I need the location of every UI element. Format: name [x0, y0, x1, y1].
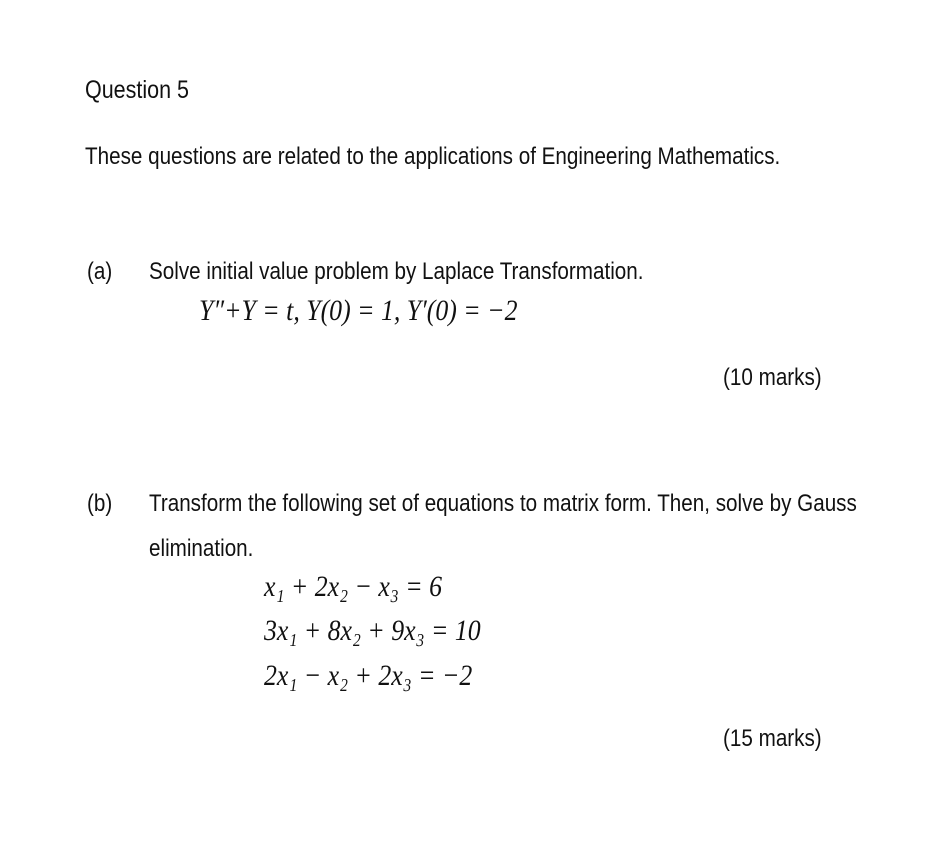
part-b-instruction-line-2: elimination. [149, 535, 254, 562]
question-title: Question 5 [85, 76, 189, 104]
part-b-instruction-line-1: Transform the following set of equations to matrix form. Then, solve by Gauss [149, 490, 857, 517]
part-a-equation: Y″+Y = t, Y(0) = 1, Y′(0) = −2 [199, 294, 518, 327]
part-a-marks: (10 marks) [723, 364, 822, 391]
question-intro: These questions are related to the applications of Engineering Mathematics. [85, 143, 781, 170]
part-b-equation-1: x₁ + 2x₂ − x₃ = 6 [264, 570, 442, 603]
part-b-marks: (15 marks) [723, 725, 822, 752]
part-b-label: (b) [87, 490, 113, 517]
part-a-label: (a) [87, 258, 113, 285]
part-b-equation-3: 2x₁ − x₂ + 2x₃ = −2 [264, 659, 473, 692]
part-a-instruction: Solve initial value problem by Laplace Transformation. [149, 258, 644, 285]
part-b-equation-2: 3x₁ + 8x₂ + 9x₃ = 10 [264, 614, 481, 647]
